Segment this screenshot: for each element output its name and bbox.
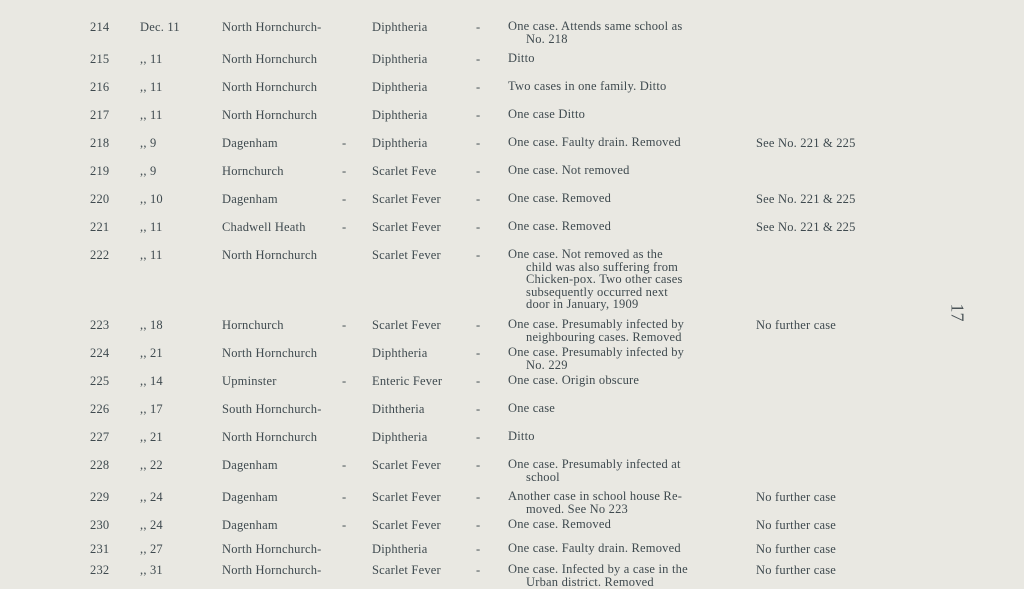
follow-up-note: See No. 221 & 225 xyxy=(756,192,856,206)
remarks-line: Urban district. Removed xyxy=(526,574,654,589)
disease: Diphtheria xyxy=(372,430,428,444)
disease: Scarlet Fever xyxy=(372,220,441,234)
locality: Dagenham xyxy=(222,518,278,532)
remarks-line: Ditto xyxy=(508,51,535,65)
remarks-line: One case xyxy=(508,401,556,415)
separator-dash: - xyxy=(476,430,481,444)
case-date: ,, 21 xyxy=(140,430,163,444)
remarks xyxy=(508,458,743,483)
separator-dash: - xyxy=(476,108,481,122)
case-number: 215 xyxy=(90,52,110,66)
disease: Scarlet Fever xyxy=(372,490,441,504)
separator-dash: - xyxy=(342,490,347,504)
disease: Diphtheria xyxy=(372,20,428,34)
remarks-line: One case. Infected by a case in the xyxy=(508,562,688,576)
disease: Scarlet Fever xyxy=(372,248,441,262)
case-number: 218 xyxy=(90,136,110,150)
separator-dash: - xyxy=(342,518,347,532)
follow-up-note: No further case xyxy=(756,563,837,577)
disease: Diphtheria xyxy=(372,80,428,94)
locality: Hornchurch xyxy=(222,318,284,332)
table-row xyxy=(0,402,1024,422)
remarks-line: moved. See No 223 xyxy=(526,501,628,516)
disease: Diphtheria xyxy=(372,136,428,150)
case-number: 231 xyxy=(90,542,110,556)
case-number: 221 xyxy=(90,220,110,234)
locality: Dagenham xyxy=(222,458,278,472)
table-row xyxy=(0,52,1024,72)
case-date: ,, 24 xyxy=(140,518,163,532)
disease: Scarlet Fever xyxy=(372,318,441,332)
case-number: 226 xyxy=(90,402,110,416)
remarks-line: One case. Faulty drain. Removed xyxy=(508,541,681,555)
remarks xyxy=(508,192,743,205)
table-row xyxy=(0,489,1024,516)
page-number: 17 xyxy=(947,303,968,322)
remarks-line: One case. Faulty drain. Removed xyxy=(508,135,681,149)
follow-up-note: No further case xyxy=(756,490,837,504)
remarks xyxy=(508,430,743,443)
separator-dash: - xyxy=(476,136,481,150)
remarks xyxy=(508,542,743,555)
case-date: ,, 9 xyxy=(140,136,157,150)
remarks-line: Ditto xyxy=(508,429,535,443)
case-date: ,, 18 xyxy=(140,318,163,332)
separator-dash: - xyxy=(476,192,481,206)
locality: North Hornchurch xyxy=(222,248,318,262)
case-date: ,, 11 xyxy=(140,80,163,94)
remarks-line: One case. Presumably infected at xyxy=(508,457,681,471)
remarks xyxy=(508,346,743,371)
case-date: ,, 14 xyxy=(140,374,163,388)
remarks-line: One case. Attends same school as xyxy=(508,19,683,33)
case-date: ,, 24 xyxy=(140,490,163,504)
table-row xyxy=(0,542,1024,562)
remarks-line: Another case in school house Re- xyxy=(508,489,683,503)
case-number: 228 xyxy=(90,458,110,472)
table-row xyxy=(0,457,1024,484)
follow-up-note: No further case xyxy=(756,318,837,332)
disease: Enteric Fever xyxy=(372,374,443,388)
locality: North Hornchurch- xyxy=(222,20,322,34)
remarks-line: One case. Removed xyxy=(508,219,612,233)
separator-dash: - xyxy=(342,164,347,178)
table-row xyxy=(0,562,1024,589)
remarks xyxy=(508,248,743,311)
separator-dash: - xyxy=(342,374,347,388)
remarks-line: One case. Removed xyxy=(508,191,612,205)
remarks-line: One case. Presumably infected by xyxy=(508,345,685,359)
case-date: ,, 11 xyxy=(140,248,163,262)
locality: Dagenham xyxy=(222,136,278,150)
disease: Diphtheria xyxy=(372,542,428,556)
remarks-line: Two cases in one family. Ditto xyxy=(508,79,667,93)
table-row xyxy=(0,80,1024,100)
remarks xyxy=(508,52,743,65)
remarks-line: One case. Presumably infected by xyxy=(508,317,685,331)
case-number: 232 xyxy=(90,563,110,577)
follow-up-note: No further case xyxy=(756,518,837,532)
separator-dash: - xyxy=(342,318,347,332)
table-row xyxy=(0,518,1024,538)
remarks-line: One case. Not removed xyxy=(508,163,630,177)
separator-dash: - xyxy=(342,458,347,472)
table-row xyxy=(0,164,1024,184)
separator-dash: - xyxy=(476,80,481,94)
locality: South Hornchurch- xyxy=(222,402,322,416)
follow-up-note: No further case xyxy=(756,542,837,556)
separator-dash: - xyxy=(476,518,481,532)
table-row xyxy=(0,108,1024,128)
case-number: 227 xyxy=(90,430,110,444)
case-date: ,, 11 xyxy=(140,108,163,122)
case-number: 222 xyxy=(90,248,110,262)
separator-dash: - xyxy=(476,220,481,234)
separator-dash: - xyxy=(476,490,481,504)
table-row xyxy=(0,19,1024,46)
separator-dash: - xyxy=(342,192,347,206)
case-date: ,, 17 xyxy=(140,402,163,416)
case-number: 216 xyxy=(90,80,110,94)
separator-dash: - xyxy=(476,248,481,262)
case-number: 219 xyxy=(90,164,110,178)
separator-dash: - xyxy=(476,542,481,556)
disease: Scarlet Feve xyxy=(372,164,437,178)
remarks-line: child was also suffering from xyxy=(526,259,679,274)
table-row xyxy=(0,345,1024,372)
case-number: 225 xyxy=(90,374,110,388)
separator-dash: - xyxy=(476,52,481,66)
case-date: ,, 27 xyxy=(140,542,163,556)
case-number: 229 xyxy=(90,490,110,504)
remarks-line: school xyxy=(526,469,560,484)
remarks-line: Chicken-pox. Two other cases xyxy=(526,272,683,286)
table-row xyxy=(0,374,1024,394)
locality: North Hornchurch- xyxy=(222,542,322,556)
locality: North Hornchurch xyxy=(222,52,318,66)
case-date: ,, 11 xyxy=(140,220,163,234)
disease: Scarlet Fever xyxy=(372,518,441,532)
locality: Dagenham xyxy=(222,192,278,206)
remarks-line: door in January, 1909 xyxy=(526,297,639,311)
separator-dash: - xyxy=(476,164,481,178)
remarks xyxy=(508,136,743,149)
table-row xyxy=(0,247,1024,311)
remarks-line: subsequently occurred next xyxy=(526,284,668,299)
locality: North Hornchurch xyxy=(222,80,318,94)
locality: Hornchurch xyxy=(222,164,284,178)
remarks xyxy=(508,518,743,531)
remarks-line: neighbouring cases. Removed xyxy=(526,329,682,344)
separator-dash: - xyxy=(476,318,481,332)
case-number: 230 xyxy=(90,518,110,532)
separator-dash: - xyxy=(342,136,347,150)
remarks xyxy=(508,563,743,588)
disease: Diphtheria xyxy=(372,52,428,66)
case-date: ,, 31 xyxy=(140,563,163,577)
separator-dash: - xyxy=(476,402,481,416)
locality: Chadwell Heath xyxy=(222,220,306,234)
separator-dash: - xyxy=(476,563,481,577)
disease: Diphtheria xyxy=(372,108,428,122)
follow-up-note: See No. 221 & 225 xyxy=(756,220,856,234)
follow-up-note: See No. 221 & 225 xyxy=(756,136,856,150)
remarks xyxy=(508,164,743,177)
case-date: ,, 21 xyxy=(140,346,163,360)
remarks xyxy=(508,20,743,45)
locality: North Hornchurch xyxy=(222,108,318,122)
locality: North Hornchurch- xyxy=(222,563,322,577)
remarks-line: No. 229 xyxy=(526,357,568,372)
table-row xyxy=(0,220,1024,240)
locality: North Hornchurch xyxy=(222,430,318,444)
separator-dash: - xyxy=(476,374,481,388)
remarks-line: One case. Removed xyxy=(508,517,612,531)
case-date: ,, 11 xyxy=(140,52,163,66)
table-row xyxy=(0,430,1024,450)
locality: North Hornchurch xyxy=(222,346,318,360)
remarks xyxy=(508,490,743,515)
case-number: 224 xyxy=(90,346,110,360)
remarks xyxy=(508,402,743,415)
case-number: 214 xyxy=(90,20,110,34)
case-date: ,, 10 xyxy=(140,192,163,206)
disease: Scarlet Fever xyxy=(372,563,441,577)
case-date: Dec. 11 xyxy=(140,20,180,34)
remarks xyxy=(508,80,743,93)
separator-dash: - xyxy=(342,220,347,234)
remarks xyxy=(508,108,743,121)
disease: Diththeria xyxy=(372,402,425,416)
table-row xyxy=(0,192,1024,212)
remarks-line: No. 218 xyxy=(526,31,568,46)
case-number: 217 xyxy=(90,108,110,122)
table-row xyxy=(0,317,1024,344)
separator-dash: - xyxy=(476,458,481,472)
remarks xyxy=(508,220,743,233)
remarks-line: One case. Origin obscure xyxy=(508,373,640,387)
case-number: 220 xyxy=(90,192,110,206)
separator-dash: - xyxy=(476,346,481,360)
disease: Diphtheria xyxy=(372,346,428,360)
case-date: ,, 9 xyxy=(140,164,157,178)
disease: Scarlet Fever xyxy=(372,192,441,206)
case-date: ,, 22 xyxy=(140,458,163,472)
disease: Scarlet Fever xyxy=(372,458,441,472)
table-row xyxy=(0,136,1024,156)
remarks xyxy=(508,374,743,387)
remarks xyxy=(508,318,743,343)
locality: Upminster xyxy=(222,374,277,388)
remarks-line: One case Ditto xyxy=(508,107,586,121)
separator-dash: - xyxy=(476,20,481,34)
locality: Dagenham xyxy=(222,490,278,504)
remarks-line: One case. Not removed as the xyxy=(508,247,663,261)
case-number: 223 xyxy=(90,318,110,332)
